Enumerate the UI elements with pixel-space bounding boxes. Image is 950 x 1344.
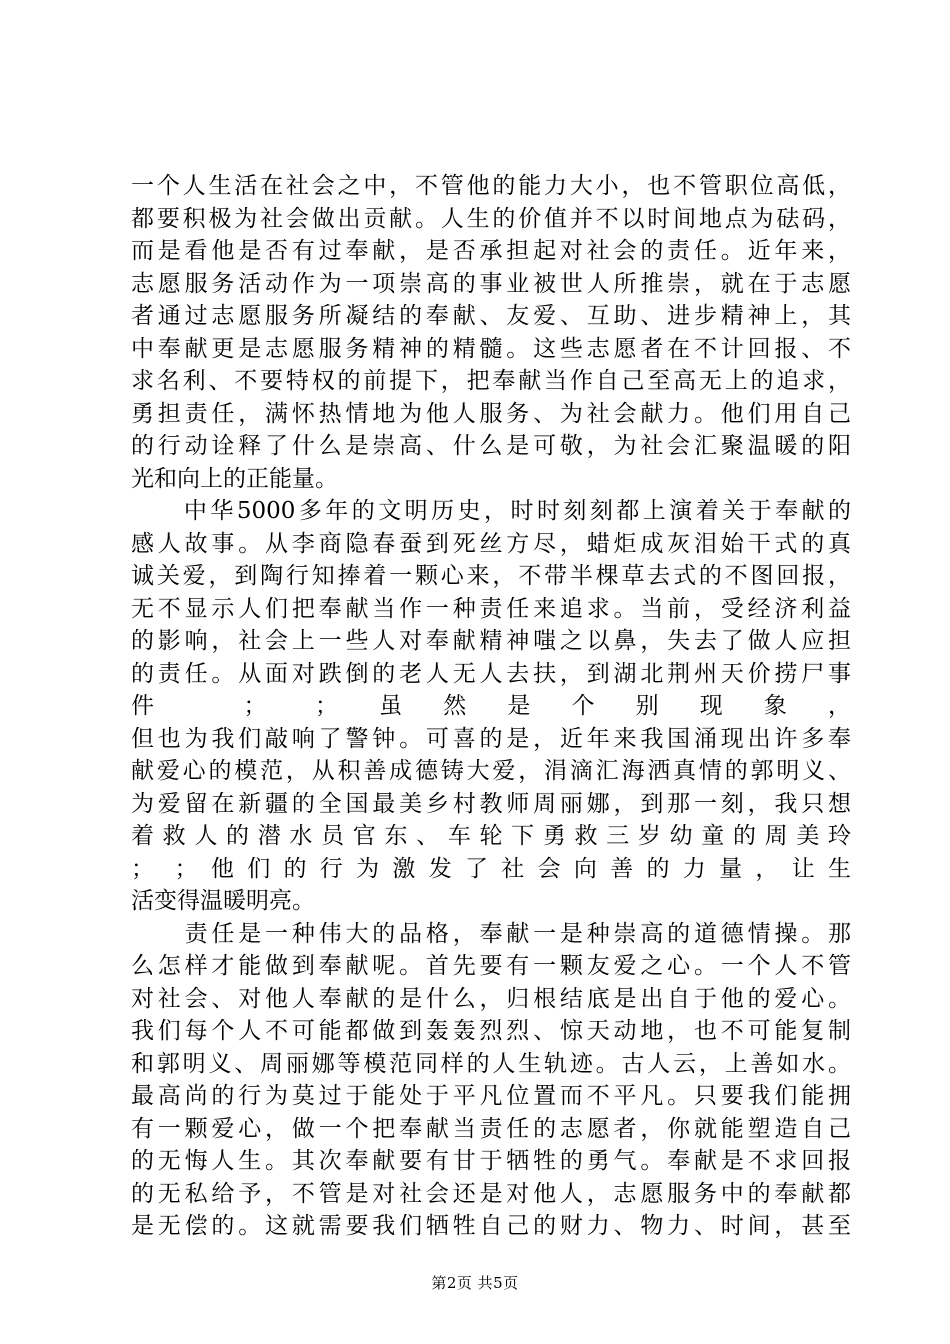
text-line: 中华5000多年的文明历史，时时刻刻都上演着关于奉献的 [131,498,851,524]
text-line: 者通过志愿服务所凝结的奉献、友爱、互助、进步精神上，其 [131,303,851,329]
text-line: 有一颗爱心，做一个把奉献当责任的志愿者，你就能塑造自己 [131,1115,851,1142]
page-footer: 第2页 共5页 [431,1274,519,1292]
text-line: 但也为我们敲响了警钟。可喜的是，近年来我国涌现出许多奉 [131,725,851,752]
text-line: 志愿服务活动作为一项崇高的事业被世人所推崇，就在于志愿 [131,270,851,297]
text-line: 的无悔人生。其次奉献要有甘于牺牲的勇气。奉献是不求回报 [131,1148,851,1174]
text-line: 诚关爱，到陶行知捧着一颗心来，不带半棵草去式的不图回报， [131,563,851,589]
text-line: 中奉献更是志愿服务精神的精髓。这些志愿者在不计回报、不 [131,335,851,362]
text-line: 最高尚的行为莫过于能处于平凡位置而不平凡。只要我们能拥 [131,1083,851,1109]
text-line: 么怎样才能做到奉献呢。首先要有一颗友爱之心。一个人不管 [131,953,851,979]
text-line: 件 ； ；虽然是个别现象， [131,693,851,719]
text-line: 光和向上的正能量。 [131,465,338,492]
text-line: 的无私给予，不管是对社会还是对他人，志愿服务中的奉献都 [131,1180,851,1207]
text-line: 一个人生活在社会之中，不管他的能力大小，也不管职位高低， [131,173,851,199]
text-line: 活变得温暖明亮。 [131,888,315,914]
text-line: 着救人的潜水员官东、车轮下勇救三岁幼童的周美玲 [131,823,851,849]
document-body [131,170,851,1243]
text-line: 求名利、不要特权的前提下，把奉献当作自己至高无上的追求， [131,368,851,394]
text-line: 责任是一种伟大的品格，奉献一是种崇高的道德情操。那 [131,920,851,947]
text-line: 勇担责任，满怀热情地为他人服务、为社会献力。他们用自己 [131,400,851,427]
text-line: 无不显示人们把奉献当作一种责任来追求。当前，受经济利益 [131,595,851,622]
text-line: 我们每个人不可能都做到轰轰烈烈、惊天动地，也不可能复制 [131,1018,851,1044]
text-line: 献爱心的模范，从积善成德铸大爱，涓滴汇海洒真情的郭明义、 [131,758,851,784]
text-line: 的行动诠释了什么是崇高、什么是可敬，为社会汇聚温暖的阳 [131,433,851,459]
text-line: 对社会、对他人奉献的是什么，归根结底是出自于他的爱心。 [131,985,851,1012]
text-line: 而是看他是否有过奉献，是否承担起对社会的责任。近年来， [131,238,851,264]
text-line: ； ；他们的行为激发了社会向善的力量，让生 [131,855,851,882]
text-line: 是无偿的。这就需要我们牺牲自己的财力、物力、时间，甚至 [131,1213,851,1239]
text-line: 为爱留在新疆的全国最美乡村教师周丽娜，到那一刻，我只想 [131,790,851,817]
text-line: 感人故事。从李商隐春蚕到死丝方尽，蜡炬成灰泪始干式的真 [131,530,851,557]
text-line: 的影响，社会上一些人对奉献精神嗤之以鼻，失去了做人应担 [131,628,851,654]
text-line: 的责任。从面对跌倒的老人无人去扶，到湖北荆州天价捞尸事 [131,660,851,687]
text-line: 都要积极为社会做出贡献。人生的价值并不以时间地点为砝码， [131,205,851,232]
text-line: 和郭明义、周丽娜等模范同样的人生轨迹。古人云，上善如水。 [131,1050,851,1077]
